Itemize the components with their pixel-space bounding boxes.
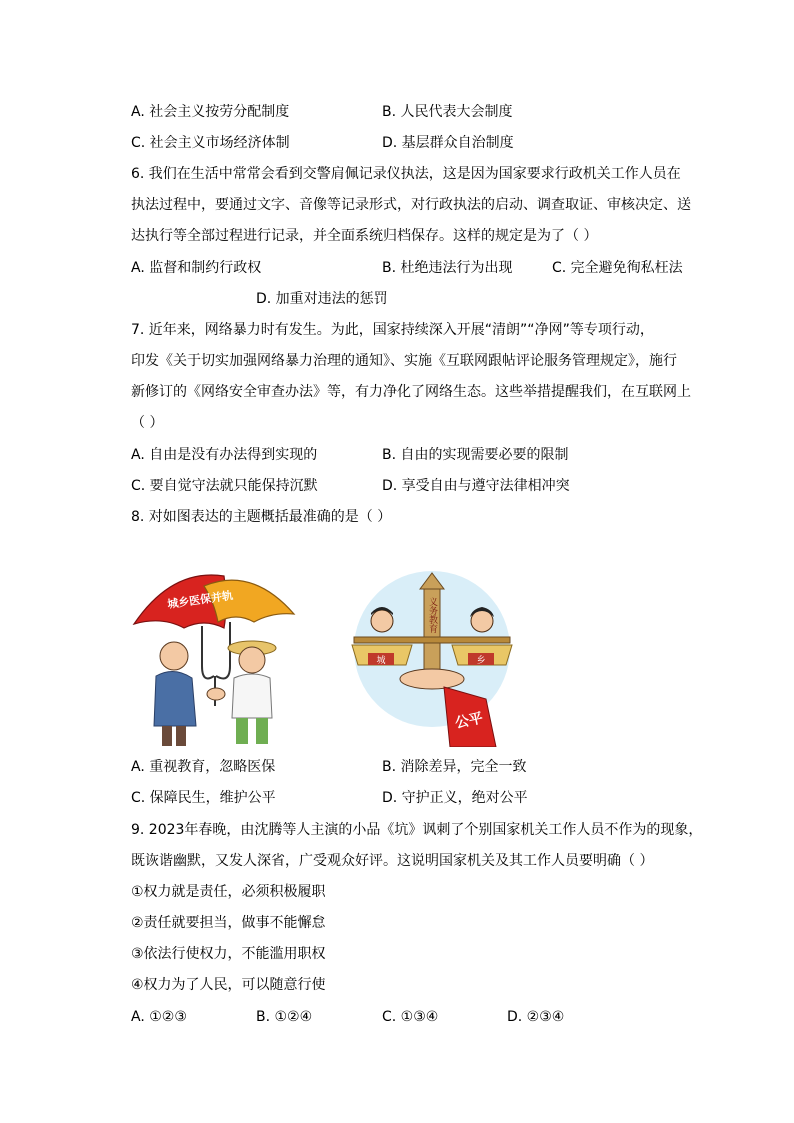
q7-option-d: D. 享受自由与遵守法律相冲突 (382, 478, 570, 494)
q7-stem-line-1: 7. 近年来，网络暴力时有发生。为此，国家持续深入开展“清朗”“净网”等专项行动， (131, 322, 654, 338)
q7-stem-line-2: 印发《关于切实加强网络暴力治理的通知》、实施《互联网跟帖评论服务管理规定》，施行 (131, 353, 677, 369)
q5-option-c: C. 社会主义市场经济体制 (131, 135, 290, 151)
q7-stem-line-4: （ ） (131, 415, 164, 431)
q9-item-4: ④权力为了人民，可以随意行使 (131, 977, 326, 993)
scale-cartoon (346, 569, 516, 747)
pan-left-label: 城 (376, 656, 386, 666)
q6-option-a: A. 监督和制约行政权 (131, 260, 262, 276)
q7-option-c: C. 要自觉守法就只能保持沉默 (131, 478, 318, 494)
q8-option-d: D. 守护正义，绝对公平 (382, 790, 528, 806)
q9-stem-line-1: 9. 2023年春晚，由沈腾等人主演的小品《坑》讽刺了个别国家机关工作人员不作为的现象， (131, 822, 703, 838)
pan-right-label: 乡 (476, 656, 486, 666)
q7-option-a: A. 自由是没有办法得到实现的 (131, 447, 318, 463)
umbrella-cartoon (132, 566, 297, 750)
q5-option-a: A. 社会主义按劳分配制度 (131, 104, 290, 120)
q8-stem: 8. 对如图表达的主题概括最准确的是（ ） (131, 509, 392, 525)
q5-option-d: D. 基层群众自治制度 (382, 135, 514, 151)
umbrella-text: 城乡医保并轨 (166, 588, 234, 611)
q9-stem-line-2: 既诙谐幽默，又发人深省，广受观众好评。这说明国家机关及其工作人员要明确（ ） (131, 853, 654, 869)
q6-option-d: D. 加重对违法的惩罚 (256, 291, 388, 307)
q9-item-2: ②责任就要担当，做事不能懈怠 (131, 915, 326, 931)
q9-item-1: ①权力就是责任，必须积极履职 (131, 884, 326, 900)
q9-option-b: B. ①②④ (256, 1009, 313, 1025)
q8-option-b: B. 消除差异，完全一致 (382, 759, 527, 775)
q6-option-c: C. 完全避免徇私枉法 (552, 260, 683, 276)
q9-option-d: D. ②③④ (507, 1009, 565, 1025)
q8-option-a: A. 重视教育，忽略医保 (131, 759, 276, 775)
q9-option-a: A. ①②③ (131, 1009, 187, 1025)
q7-stem-line-3: 新修订的《网络安全审查办法》等，有力净化了网络生态。这些举措提醒我们，在互联网上 (131, 384, 691, 400)
q6-stem-line-3: 达执行等全部过程进行记录，并全面系统归档保存。这样的规定是为了（ ） (131, 228, 598, 244)
q9-item-3: ③依法行使权力，不能滥用职权 (131, 946, 326, 962)
q6-option-b: B. 杜绝违法行为出现 (382, 260, 513, 276)
scale-pillar-text: 义务教育 (427, 597, 437, 633)
q8-option-c: C. 保障民生，维护公平 (131, 790, 276, 806)
q6-stem-line-1: 6. 我们在生活中常常会看到交警肩佩记录仪执法，这是因为国家要求行政机关工作人员在 (131, 166, 681, 182)
q6-stem-line-2: 执法过程中，要通过文字、音像等记录形式，对行政执法的启动、调查取证、审核决定、送 (131, 197, 691, 213)
sleeve-text: 公平 (453, 710, 485, 732)
q7-option-b: B. 自由的实现需要必要的限制 (382, 447, 569, 463)
q9-option-c: C. ①③④ (382, 1009, 439, 1025)
q5-option-b: B. 人民代表大会制度 (382, 104, 513, 120)
